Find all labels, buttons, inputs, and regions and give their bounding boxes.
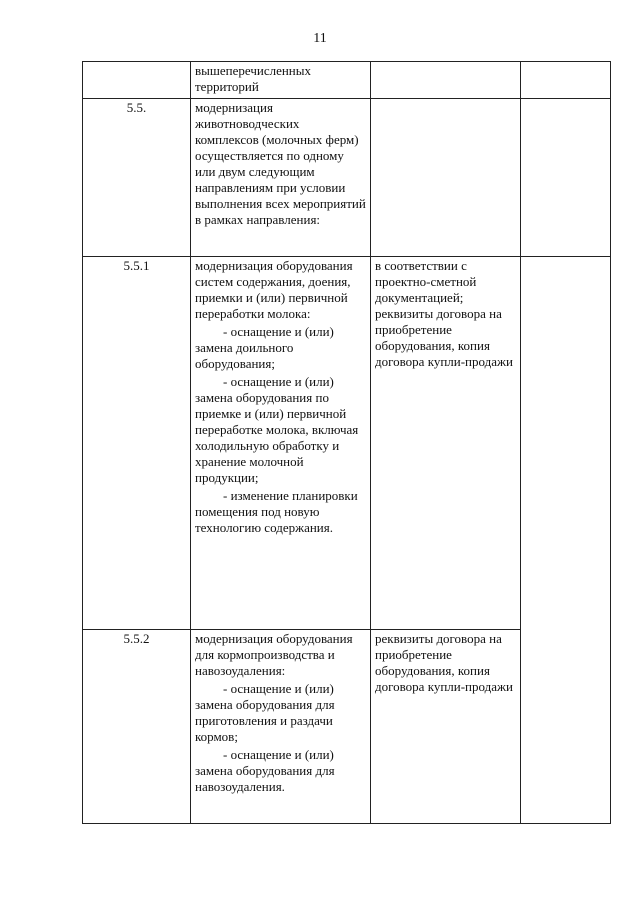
measure-text: вышеперечисленных территорий (195, 63, 311, 94)
measure-text: модернизация оборудования для кормопроизводства и навозоудаления: (195, 631, 353, 678)
measures-table (82, 61, 611, 824)
item-number-cell (83, 62, 191, 99)
bullet-item: - изменение планировки помещения под новую технологию содержания. (195, 488, 358, 535)
table-row (83, 62, 611, 99)
measure-description-cell (191, 630, 371, 824)
extra-cell (521, 62, 611, 99)
bullet-item: - оснащение и (или) замена оборудования по приемке и (или) первичной переработке молока, включая холодильную обработку и хранение молочной продукции; (195, 374, 359, 485)
documents-cell: реквизиты договора на приобретение оборудования, копия договора купли-продажи (371, 630, 521, 824)
measure-text: модернизация животноводческих комплексов (молочных ферм) осуществляется по одному или двум следующим направлениям при условии выполнения всех мероприятий в рамках направления: (195, 100, 366, 227)
item-number-cell: 5.5.1 (83, 257, 191, 630)
table-row (83, 99, 611, 257)
extra-cell (521, 257, 611, 824)
measure-description-cell (191, 62, 371, 99)
extra-cell (521, 99, 611, 257)
documents-cell: в соответствии с проектно-сметной документацией; реквизиты договора на приобретение оборудования, копия договора купли-продажи (371, 257, 521, 630)
item-number-cell: 5.5.2 (83, 630, 191, 824)
measure-description-cell (191, 257, 371, 630)
bullet-item: - оснащение и (или) замена оборудования для навозоудаления. (195, 747, 335, 794)
table-row (83, 257, 611, 630)
documents-cell (371, 99, 521, 257)
bullet-item: - оснащение и (или) замена доильного оборудования; (195, 324, 334, 371)
page-number: 11 (313, 31, 327, 46)
measure-description-cell (191, 99, 371, 257)
measure-text: модернизация оборудования систем содержания, доения, приемки и (или) первичной переработки молока: (195, 258, 353, 321)
documents-cell (371, 62, 521, 99)
bullet-item: - оснащение и (или) замена оборудования для приготовления и раздачи кормов; (195, 681, 335, 744)
item-number-cell: 5.5. (83, 99, 191, 257)
